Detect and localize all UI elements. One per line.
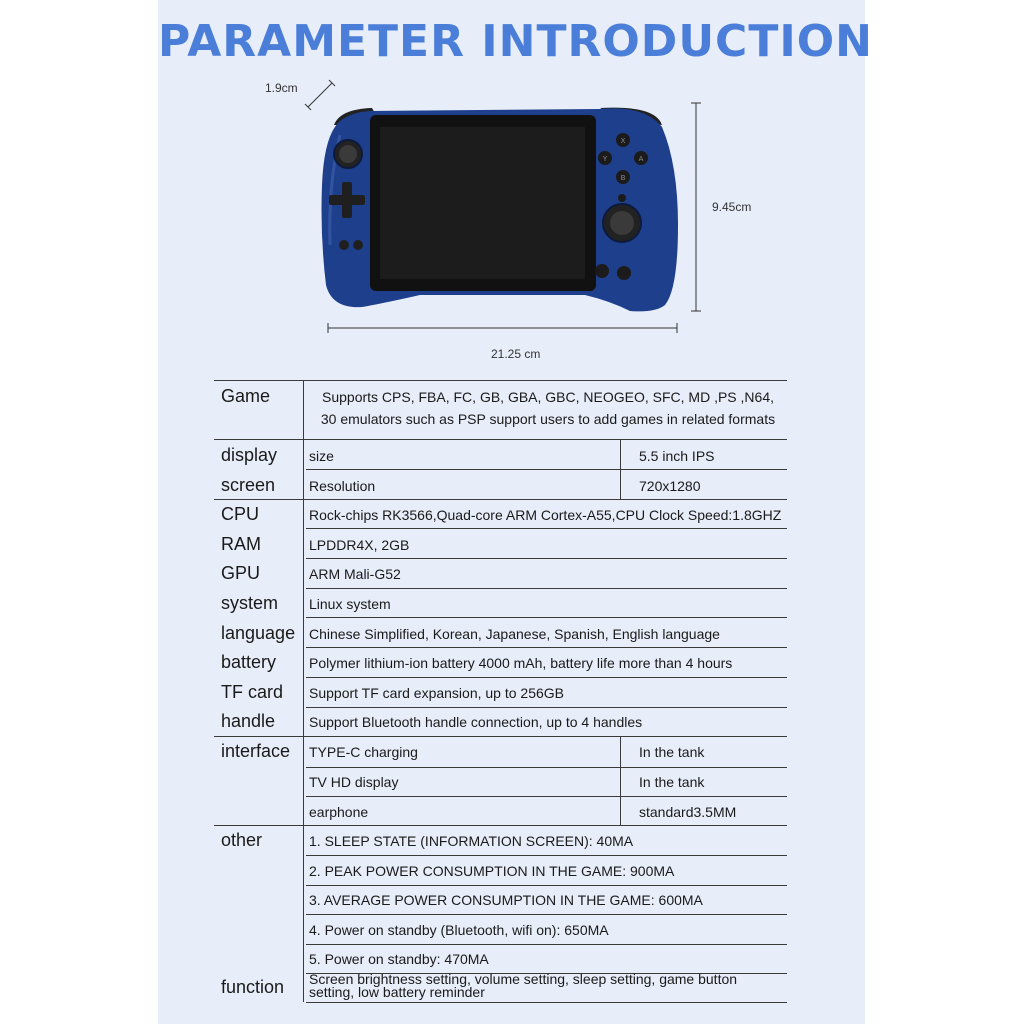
function-button-right xyxy=(617,266,631,280)
b-button-label: B xyxy=(620,174,626,182)
label-cpu: CPU xyxy=(221,504,260,524)
label-battery: battery xyxy=(221,652,277,672)
interface-tv-value: In the tank xyxy=(639,773,705,790)
function-button-left xyxy=(595,264,609,278)
height-label: 9.45cm xyxy=(712,200,752,214)
other-row-1: 1. SLEEP STATE (INFORMATION SCREEN): 40MA xyxy=(309,832,634,849)
cpu-value: Rock-chips RK3566,Quad-core ARM Cortex-A55,CPU Clock Speed:1.8GHZ xyxy=(309,506,782,523)
other-row-5: 5. Power on standby: 470MA xyxy=(309,950,489,967)
x-button-label: X xyxy=(620,137,626,145)
interface-tv-name: TV HD display xyxy=(309,773,399,790)
select-button xyxy=(339,240,349,250)
table-line xyxy=(306,1002,787,1003)
table-line xyxy=(214,439,787,440)
table-divider xyxy=(303,380,304,1002)
height-dimension-line xyxy=(691,103,701,311)
label-display: display xyxy=(221,445,278,465)
battery-value: Polymer lithium-ion battery 4000 mAh, battery life more than 4 hours xyxy=(309,654,733,671)
language-value: Chinese Simplified, Korean, Japanese, Spanish, English language xyxy=(309,625,720,642)
tf-card-value: Support TF card expansion, up to 256GB xyxy=(309,684,565,701)
label-language: language xyxy=(221,623,296,643)
label-interface: interface xyxy=(221,741,291,761)
table-line xyxy=(214,380,787,381)
label-ram: RAM xyxy=(221,534,261,554)
label-system: system xyxy=(221,593,279,613)
other-row-2: 2. PEAK POWER CONSUMPTION IN THE GAME: 900MA xyxy=(309,862,675,879)
y-button-label: Y xyxy=(602,155,608,163)
other-row-4: 4. Power on standby (Bluetooth, wifi on): 650MA xyxy=(309,921,609,938)
display-resolution-name: Resolution xyxy=(309,477,376,494)
display-resolution-value: 720x1280 xyxy=(639,477,701,494)
display-size-value: 5.5 inch IPS xyxy=(639,447,715,464)
table-line xyxy=(306,469,787,470)
display-size-name: size xyxy=(309,447,334,464)
label-game: Game xyxy=(221,386,271,406)
table-divider xyxy=(620,736,621,825)
menu-button xyxy=(618,194,626,202)
right-analog-stick xyxy=(610,211,634,235)
function-value xyxy=(309,973,787,999)
label-screen: screen xyxy=(221,475,276,495)
function-line-2: setting, low battery reminder xyxy=(309,984,485,1000)
interface-earphone-value: standard3.5MM xyxy=(639,803,737,820)
game-support-line-2: 30 emulators such as PSP support users to add games in related formats xyxy=(320,411,776,427)
thickness-label: 1.9cm xyxy=(265,81,298,95)
screen xyxy=(380,127,585,279)
a-button-label: A xyxy=(638,155,644,163)
system-value: Linux system xyxy=(309,595,391,612)
ram-value: LPDDR4X, 2GB xyxy=(309,536,410,553)
gpu-value: ARM Mali-G52 xyxy=(309,565,401,582)
label-gpu: GPU xyxy=(221,563,261,583)
game-support-line-1: Supports CPS, FBA, FC, GB, GBA, GBC, NEOGEO, SFC, MD ,PS ,N64, xyxy=(322,389,774,405)
interface-earphone-name: earphone xyxy=(309,803,369,820)
function-line-1: Screen brightness setting, volume setting, sleep setting, game button xyxy=(309,971,738,987)
label-handle: handle xyxy=(221,711,276,731)
table-divider xyxy=(620,439,621,499)
handle-value: Support Bluetooth handle connection, up to 4 handles xyxy=(309,713,643,730)
left-analog-stick xyxy=(339,145,357,163)
interface-typec-name: TYPE-C charging xyxy=(309,743,418,760)
page-title: PARAMETER INTRODUCTION xyxy=(158,16,873,67)
width-label: 21.25 cm xyxy=(491,347,541,361)
handheld-console-illustration xyxy=(300,75,780,345)
other-row-3: 3. AVERAGE POWER CONSUMPTION IN THE GAME: 600MA xyxy=(309,891,703,908)
thickness-dimension-line xyxy=(305,80,335,110)
label-other: other xyxy=(221,830,263,850)
label-tf-card: TF card xyxy=(221,682,284,702)
width-dimension-line xyxy=(328,323,677,333)
interface-typec-value: In the tank xyxy=(639,743,705,760)
label-function: function xyxy=(221,977,285,997)
start-button xyxy=(353,240,363,250)
